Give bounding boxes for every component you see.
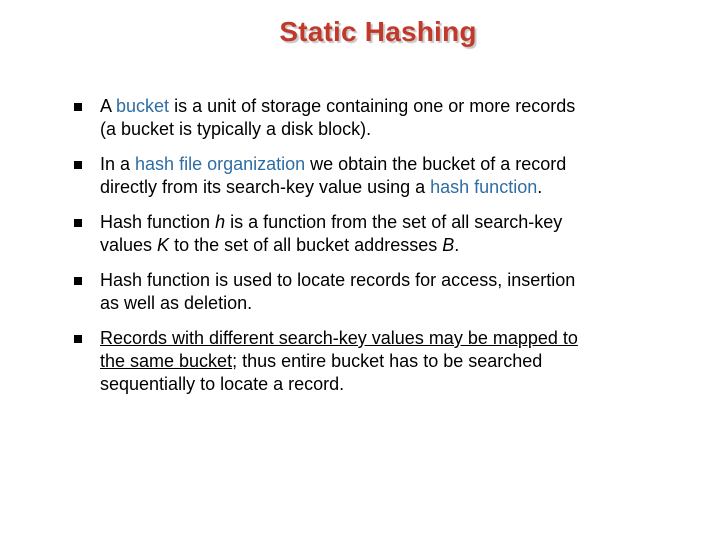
italic-b: B bbox=[442, 235, 455, 255]
underlined-text: Records with different search-key values may be mapped to bbox=[100, 328, 578, 348]
italic-k: K bbox=[157, 235, 170, 255]
square-bullet-icon bbox=[74, 219, 82, 227]
text-segment: directly from its search-key value using a bbox=[100, 177, 431, 197]
bullet-text bbox=[100, 154, 566, 197]
square-bullet-icon bbox=[74, 103, 82, 111]
text-segment: is a function from the set of all search-key bbox=[225, 212, 563, 232]
text-segment: . bbox=[537, 177, 543, 197]
text-segment: Hash function bbox=[100, 212, 216, 232]
bullet-text bbox=[100, 328, 578, 394]
square-bullet-icon bbox=[74, 277, 82, 285]
bullet-text bbox=[100, 96, 575, 139]
highlight-hash-function: hash function bbox=[430, 177, 538, 197]
text-segment: is a unit of storage containing one or more records bbox=[169, 96, 576, 116]
text-segment: we obtain the bucket of a record bbox=[305, 154, 567, 174]
bullet-text bbox=[100, 212, 562, 255]
underlined-text: the same bucket bbox=[100, 351, 233, 371]
text-segment: sequentially to locate a record. bbox=[100, 374, 345, 394]
square-bullet-icon bbox=[74, 161, 82, 169]
square-bullet-icon bbox=[74, 335, 82, 343]
text-segment: In a bbox=[100, 154, 136, 174]
text-segment: as well as deletion. bbox=[100, 293, 253, 313]
bullet-item-hash-file-organization bbox=[74, 153, 654, 199]
bullet-item-same-bucket bbox=[74, 327, 654, 396]
bullet-item-hash-function-usage bbox=[74, 269, 654, 315]
text-segment: values bbox=[100, 235, 158, 255]
highlight-hash-file-organization: hash file organization bbox=[135, 154, 306, 174]
text-segment: Hash function is used to locate records for access, insertion bbox=[100, 270, 576, 290]
bullet-item-bucket bbox=[74, 95, 654, 141]
highlight-bucket: bucket bbox=[116, 96, 170, 116]
slide-title: Static Hashing bbox=[279, 16, 477, 47]
bullet-text bbox=[100, 270, 575, 313]
text-segment: . bbox=[454, 235, 460, 255]
text-segment: (a bucket is typically a disk block). bbox=[100, 119, 372, 139]
italic-h: h bbox=[215, 212, 226, 232]
text-segment: A bbox=[100, 96, 117, 116]
text-segment: ; thus entire bucket has to be searched bbox=[232, 351, 543, 371]
bullet-list bbox=[74, 95, 654, 408]
bullet-item-hash-function-definition bbox=[74, 211, 654, 257]
text-segment: to the set of all bucket addresses bbox=[169, 235, 443, 255]
